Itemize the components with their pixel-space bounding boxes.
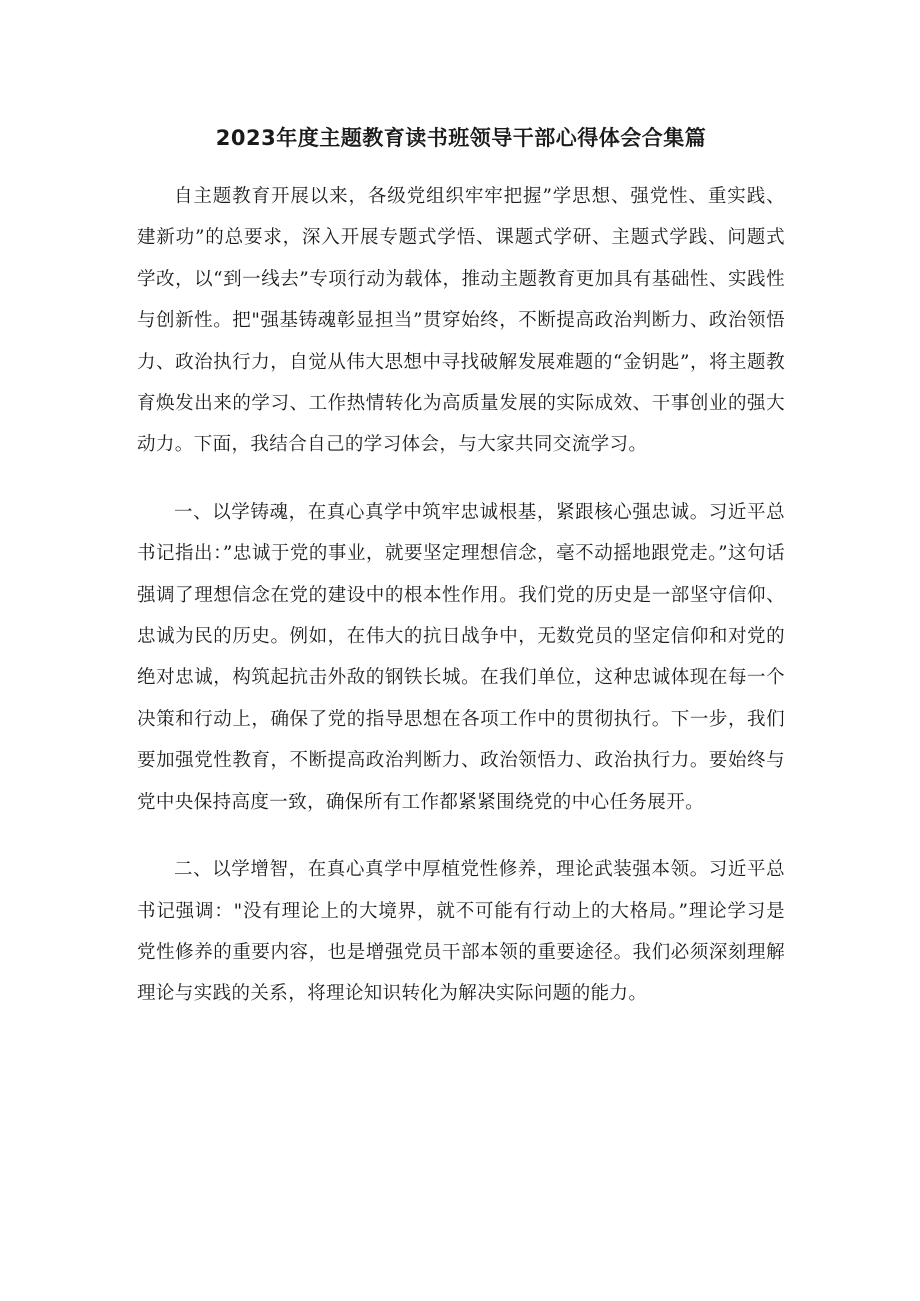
paragraph-section-two: 二、以学增智，在真心真学中厚植党性修养，理论武装强本领。习近平总书记强调："没有理论上的大境界，就不可能有行动上的大格局。”理论学习是党性修养的重要内容，也是增强党员干部本领的重要途径。我们必须深刻理解理论与实践的关系，将理论知识转化为解决实际问题的能力。 bbox=[137, 859, 785, 1005]
paragraph-intro: 自主题教育开展以来，各级党组织牢牢把握”学思想、强党性、重实践、建新功”的总要求，深入开展专题式学悟、课题式学研、主题式学践、问题式学改，以“到一线去”专项行动为载体，推动主题教育更加具有基础性、实践性与创新性。把"强基铸魂彰显担当”贯穿始终，不断提高政治判断力、政治领悟力、政治执行力，自觉从伟大思想中寻找破解发展难题的“金钥匙”，将主题教育焕发出来的学习、工作热情转化为高质量发展的实际成效、干事创业的强大动力。下面，我结合自己的学习体会，与大家共同交流学习。 bbox=[137, 186, 785, 456]
paragraph-section-one: 一、以学铸魂，在真心真学中筑牢忠诚根基，紧跟核心强忠诚。习近平总书记指出：”忠诚于党的事业，就要坚定理想信念，毫不动摇地跟党走。”这句话强调了理想信念在党的建设中的根本性作用。我们党的历史是一部坚守信仰、忠诚为民的历史。例如，在伟大的抗日战争中，无数党员的坚定信仰和对党的绝对忠诚，构筑起抗击外敌的钢铁长城。在我们单位，这种忠诚体现在每一个决策和行动上，确保了党的指导思想在各项工作中的贯彻执行。下一步，我们要加强党性教育，不断提高政治判断力、政治领悟力、政治执行力。要始终与党中央保持高度一致，确保所有工作都紧紧围绕党的中心任务展开。 bbox=[137, 501, 785, 813]
document-title: 2023年度主题教育读书班领导干部心得体会合集篇 bbox=[215, 126, 707, 150]
